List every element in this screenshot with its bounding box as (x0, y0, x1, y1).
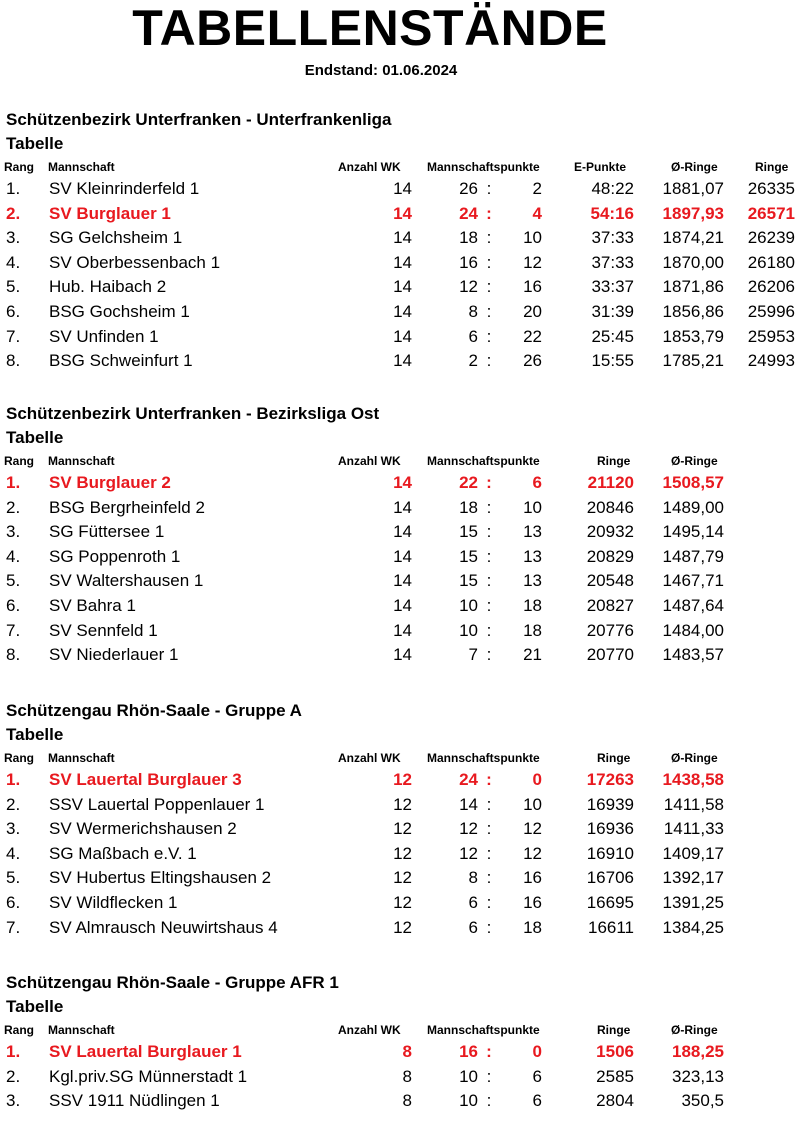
cell-anzahl-wk: 14 (393, 179, 412, 198)
cell-punkte-minus: 22 (523, 326, 542, 346)
cell-ringe: 16611 (587, 917, 634, 937)
cell-ringe: 20846 (586, 497, 634, 517)
cell-rang: 4. (6, 843, 21, 863)
header-ringe: Ringe (597, 751, 631, 765)
cell-punkte-minus: 12 (523, 843, 542, 863)
cell-e-punkte: 25:45 (591, 326, 634, 346)
cell-e-punkte: 33:37 (591, 277, 634, 297)
cell-punkte-plus: 10 (459, 595, 478, 615)
cell-avg-ringe: 1785,21 (662, 351, 724, 371)
cell-anzahl-wk: 14 (393, 522, 412, 542)
cell-anzahl-wk: 14 (393, 277, 412, 297)
cell-ringe: 25953 (747, 326, 795, 346)
cell-punkte-plus: 16 (459, 252, 478, 272)
cell-avg-ringe: 1870,00 (662, 252, 724, 272)
cell-punkte-plus: 8 (468, 301, 478, 321)
cell-punkte-minus: 0 (532, 770, 542, 789)
cell-rang: 8. (6, 645, 21, 665)
header-avg-ringe: Ø-Ringe (671, 454, 718, 468)
cell-punkte-separator: : (486, 326, 492, 346)
section-subtitle: Tabelle (6, 997, 64, 1016)
table-header (0, 751, 800, 767)
table-body (0, 1040, 800, 1114)
cell-anzahl-wk: 14 (393, 473, 412, 492)
cell-punkte-minus: 10 (523, 794, 542, 814)
cell-ringe: 20776 (586, 620, 634, 640)
table-row (0, 1065, 800, 1090)
cell-e-punkte: 31:39 (591, 301, 634, 321)
cell-anzahl-wk: 12 (393, 843, 412, 863)
cell-anzahl-wk: 12 (393, 819, 412, 839)
cell-ringe: 20829 (586, 546, 634, 566)
table-row (0, 842, 800, 867)
cell-rang: 1. (6, 1042, 21, 1061)
cell-anzahl-wk: 8 (402, 1091, 412, 1111)
cell-punkte-plus: 10 (459, 1066, 478, 1086)
cell-mannschaft: SG Poppenroth 1 (49, 546, 181, 566)
cell-punkte-separator: : (486, 277, 492, 297)
cell-punkte-minus: 10 (523, 497, 542, 517)
cell-avg-ringe: 1487,64 (662, 595, 724, 615)
cell-ringe: 21120 (587, 473, 634, 492)
cell-punkte-plus: 10 (459, 620, 478, 640)
cell-punkte-separator: : (486, 1091, 492, 1111)
header-mannschaftspunkte: Mannschaftspunkte (427, 1023, 540, 1037)
cell-rang: 2. (6, 794, 21, 814)
cell-punkte-separator: : (486, 301, 492, 321)
cell-anzahl-wk: 8 (402, 1066, 412, 1086)
table-row-highlighted (0, 1040, 800, 1065)
cell-rang: 2. (6, 1066, 21, 1086)
cell-anzahl-wk: 14 (393, 595, 412, 615)
cell-mannschaft: SV Wildflecken 1 (49, 892, 178, 912)
cell-punkte-separator: : (486, 645, 492, 665)
table-header (0, 160, 800, 176)
cell-rang: 1. (6, 473, 21, 492)
cell-mannschaft: SV Lauertal Burglauer 1 (49, 1042, 242, 1061)
cell-ringe: 16706 (586, 868, 634, 888)
cell-anzahl-wk: 14 (393, 351, 412, 371)
cell-anzahl-wk: 14 (393, 571, 412, 591)
cell-punkte-separator: : (486, 522, 492, 542)
cell-anzahl-wk: 14 (393, 645, 412, 665)
cell-e-punkte: 54:16 (590, 203, 634, 223)
cell-rang: 2. (6, 203, 21, 223)
cell-mannschaft: SSV 1911 Nüdlingen 1 (49, 1091, 220, 1111)
cell-rang: 3. (6, 819, 21, 839)
cell-e-punkte: 37:33 (591, 228, 634, 248)
section-title: Schützengau Rhön-Saale - Gruppe A (6, 701, 302, 720)
cell-rang: 1. (6, 179, 21, 198)
cell-punkte-plus: 18 (459, 228, 478, 248)
cell-punkte-plus: 26 (459, 179, 478, 198)
cell-punkte-minus: 21 (523, 645, 542, 665)
section-title: Schützenbezirk Unterfranken - Unterfrankenliga (6, 110, 392, 129)
cell-avg-ringe: 1438,58 (662, 770, 724, 789)
cell-punkte-separator: : (486, 252, 492, 272)
cell-punkte-separator: : (486, 819, 492, 839)
header-mannschaftspunkte: Mannschaftspunkte (427, 160, 540, 174)
table-row (0, 251, 800, 276)
cell-mannschaft: Hub. Haibach 2 (49, 277, 167, 297)
table-row (0, 916, 800, 941)
cell-punkte-minus: 2 (532, 179, 542, 198)
cell-punkte-minus: 18 (523, 595, 542, 615)
header-mannschaft: Mannschaft (48, 1023, 115, 1037)
cell-punkte-minus: 4 (532, 203, 542, 223)
cell-ringe: 20827 (586, 595, 634, 615)
cell-anzahl-wk: 8 (402, 1042, 412, 1061)
header-rang: Rang (4, 751, 34, 765)
table-row (0, 866, 800, 891)
cell-punkte-minus: 16 (523, 892, 542, 912)
section-subtitle: Tabelle (6, 428, 64, 447)
cell-rang: 1. (6, 770, 21, 789)
table-header (0, 1023, 800, 1039)
cell-rang: 6. (6, 301, 21, 321)
cell-avg-ringe: 1487,79 (662, 546, 724, 566)
cell-avg-ringe: 1897,93 (662, 203, 724, 223)
cell-avg-ringe: 1871,86 (662, 277, 724, 297)
table-row (0, 891, 800, 916)
cell-mannschaft: BSG Schweinfurt 1 (49, 351, 193, 371)
cell-anzahl-wk: 12 (393, 794, 412, 814)
cell-ringe: 16910 (586, 843, 634, 863)
table-row (0, 275, 800, 300)
cell-ringe: 26180 (747, 252, 795, 272)
cell-punkte-plus: 7 (468, 645, 478, 665)
cell-punkte-plus: 12 (459, 843, 478, 863)
cell-avg-ringe: 1495,14 (662, 522, 724, 542)
table-row (0, 226, 800, 251)
cell-punkte-separator: : (486, 1066, 492, 1086)
cell-avg-ringe: 1411,33 (663, 819, 724, 839)
header-mannschaft: Mannschaft (48, 454, 115, 468)
cell-ringe: 2585 (596, 1066, 634, 1086)
table-row (0, 349, 800, 374)
cell-mannschaft: SV Burglauer 1 (49, 203, 171, 223)
cell-rang: 3. (6, 1091, 21, 1111)
header-mannschaft: Mannschaft (48, 160, 115, 174)
cell-ringe: 2804 (596, 1091, 634, 1111)
cell-punkte-plus: 6 (468, 326, 478, 346)
cell-avg-ringe: 1508,57 (662, 473, 724, 492)
cell-avg-ringe: 1411,58 (663, 794, 724, 814)
cell-punkte-minus: 13 (523, 546, 542, 566)
table-row (0, 520, 800, 545)
header-rang: Rang (4, 1023, 34, 1037)
cell-mannschaft: SV Oberbessenbach 1 (49, 252, 221, 272)
cell-ringe: 26206 (747, 277, 795, 297)
table-body (0, 768, 800, 940)
cell-punkte-separator: : (486, 868, 492, 888)
cell-mannschaft: SV Niederlauer 1 (49, 645, 179, 665)
cell-ringe: 20548 (586, 571, 634, 591)
cell-avg-ringe: 1874,21 (662, 228, 724, 248)
table-row-highlighted (0, 768, 800, 793)
cell-mannschaft: Kgl.priv.SG Münnerstadt 1 (49, 1066, 248, 1086)
header-rang: Rang (4, 454, 34, 468)
table-row (0, 177, 800, 202)
cell-punkte-minus: 16 (523, 277, 542, 297)
cell-punkte-plus: 6 (468, 892, 478, 912)
cell-punkte-minus: 20 (523, 301, 542, 321)
cell-mannschaft: SV Sennfeld 1 (49, 620, 158, 640)
header-anzahl-wk: Anzahl WK (338, 751, 401, 765)
cell-rang: 6. (6, 595, 21, 615)
header-e-punkte: E-Punkte (574, 160, 627, 174)
cell-punkte-separator: : (486, 571, 492, 591)
cell-mannschaft: SV Kleinrinderfeld 1 (49, 179, 200, 198)
header-mannschaftspunkte: Mannschaftspunkte (427, 751, 540, 765)
cell-punkte-minus: 0 (532, 1042, 542, 1061)
cell-anzahl-wk: 14 (393, 228, 412, 248)
table-row (0, 496, 800, 521)
cell-mannschaft: SV Bahra 1 (49, 595, 136, 615)
table-body (0, 177, 800, 374)
cell-punkte-separator: : (486, 473, 492, 492)
cell-mannschaft: SV Unfinden 1 (49, 326, 159, 346)
cell-avg-ringe: 1853,79 (662, 326, 724, 346)
cell-mannschaft: SV Lauertal Burglauer 3 (49, 770, 242, 789)
cell-punkte-separator: : (486, 497, 492, 517)
header-rang: Rang (4, 160, 34, 174)
cell-avg-ringe: 1483,57 (662, 645, 724, 665)
cell-mannschaft: SG Gelchsheim 1 (49, 228, 183, 248)
cell-punkte-minus: 16 (523, 868, 542, 888)
cell-rang: 4. (6, 546, 21, 566)
cell-punkte-minus: 12 (523, 252, 542, 272)
cell-ringe: 24993 (747, 351, 795, 371)
cell-punkte-plus: 6 (468, 917, 478, 937)
cell-avg-ringe: 1484,00 (662, 620, 724, 640)
cell-punkte-plus: 8 (468, 868, 478, 888)
table-row-highlighted (0, 202, 800, 227)
header-ringe: Ringe (755, 160, 789, 174)
header-anzahl-wk: Anzahl WK (338, 1023, 401, 1037)
cell-mannschaft: SG Maßbach e.V. 1 (49, 843, 197, 863)
cell-punkte-plus: 10 (459, 1091, 478, 1111)
cell-punkte-minus: 13 (523, 571, 542, 591)
header-ringe: Ringe (597, 454, 631, 468)
cell-avg-ringe: 323,13 (672, 1066, 724, 1086)
cell-punkte-plus: 15 (459, 522, 478, 542)
cell-punkte-minus: 6 (532, 473, 542, 492)
table-row (0, 1089, 800, 1114)
cell-avg-ringe: 350,5 (681, 1091, 724, 1111)
header-anzahl-wk: Anzahl WK (338, 454, 401, 468)
cell-mannschaft: SV Almrausch Neuwirtshaus 4 (49, 917, 278, 937)
table-row (0, 817, 800, 842)
header-anzahl-wk: Anzahl WK (338, 160, 401, 174)
table-row (0, 594, 800, 619)
cell-mannschaft: SV Hubertus Eltingshausen 2 (49, 868, 272, 888)
cell-avg-ringe: 1856,86 (662, 301, 724, 321)
cell-punkte-separator: : (486, 843, 492, 863)
cell-rang: 5. (6, 277, 21, 297)
header-avg-ringe: Ø-Ringe (671, 751, 718, 765)
cell-punkte-minus: 6 (532, 1091, 542, 1111)
cell-punkte-plus: 12 (459, 277, 478, 297)
cell-mannschaft: SV Burglauer 2 (49, 473, 171, 492)
cell-avg-ringe: 1409,17 (662, 843, 724, 863)
table-row (0, 325, 800, 350)
cell-rang: 3. (6, 522, 21, 542)
header-mannschaftspunkte: Mannschaftspunkte (427, 454, 540, 468)
cell-punkte-separator: : (486, 351, 492, 371)
cell-anzahl-wk: 12 (393, 892, 412, 912)
cell-rang: 3. (6, 228, 21, 248)
cell-e-punkte: 37:33 (591, 252, 634, 272)
cell-punkte-separator: : (486, 917, 492, 937)
cell-punkte-minus: 6 (532, 1066, 542, 1086)
cell-mannschaft: SG Füttersee 1 (49, 522, 165, 542)
cell-anzahl-wk: 14 (393, 497, 412, 517)
cell-mannschaft: BSG Bergrheinfeld 2 (49, 497, 205, 517)
cell-punkte-separator: : (486, 203, 492, 223)
section-subtitle: Tabelle (6, 134, 64, 153)
cell-punkte-separator: : (486, 794, 492, 814)
cell-ringe: 1506 (596, 1042, 634, 1061)
cell-rang: 5. (6, 868, 21, 888)
cell-anzahl-wk: 14 (393, 203, 412, 223)
section-title: Schützengau Rhön-Saale - Gruppe AFR 1 (6, 973, 339, 992)
cell-ringe: 16936 (586, 819, 634, 839)
cell-punkte-separator: : (486, 892, 492, 912)
cell-avg-ringe: 1384,25 (662, 917, 724, 937)
cell-punkte-plus: 15 (459, 571, 478, 591)
cell-punkte-minus: 13 (523, 522, 542, 542)
cell-rang: 5. (6, 571, 21, 591)
cell-mannschaft: SV Wermerichshausen 2 (49, 819, 237, 839)
table-row (0, 300, 800, 325)
cell-punkte-plus: 16 (459, 1042, 478, 1061)
cell-avg-ringe: 1467,71 (662, 571, 724, 591)
section-subtitle: Tabelle (6, 725, 64, 744)
cell-punkte-minus: 26 (523, 351, 542, 371)
cell-avg-ringe: 1489,00 (662, 497, 724, 517)
cell-punkte-separator: : (486, 228, 492, 248)
cell-ringe: 25996 (747, 301, 795, 321)
cell-rang: 7. (6, 620, 21, 640)
header-ringe: Ringe (597, 1023, 631, 1037)
cell-mannschaft: SSV Lauertal Poppenlauer 1 (49, 794, 265, 814)
cell-anzahl-wk: 12 (393, 770, 412, 789)
cell-ringe: 26239 (747, 228, 795, 248)
cell-punkte-minus: 12 (523, 819, 542, 839)
table-row (0, 619, 800, 644)
cell-avg-ringe: 1881,07 (662, 179, 724, 198)
cell-punkte-separator: : (486, 1042, 492, 1061)
cell-rang: 2. (6, 497, 21, 517)
cell-ringe: 17263 (586, 770, 634, 789)
cell-punkte-separator: : (486, 546, 492, 566)
cell-anzahl-wk: 12 (393, 917, 412, 937)
cell-anzahl-wk: 14 (393, 620, 412, 640)
cell-punkte-minus: 18 (523, 917, 542, 937)
cell-mannschaft: BSG Gochsheim 1 (49, 301, 190, 321)
cell-punkte-separator: : (486, 620, 492, 640)
cell-anzahl-wk: 14 (393, 301, 412, 321)
cell-punkte-plus: 12 (459, 819, 478, 839)
cell-punkte-separator: : (486, 770, 492, 789)
cell-e-punkte: 15:55 (591, 351, 634, 371)
cell-punkte-plus: 2 (468, 351, 478, 371)
table-row-highlighted (0, 471, 800, 496)
section-title: Schützenbezirk Unterfranken - Bezirksliga Ost (6, 404, 380, 423)
cell-avg-ringe: 1391,25 (662, 892, 724, 912)
cell-punkte-plus: 15 (459, 546, 478, 566)
table-row (0, 643, 800, 668)
header-mannschaft: Mannschaft (48, 751, 115, 765)
cell-ringe: 20932 (586, 522, 634, 542)
cell-mannschaft: SV Waltershausen 1 (49, 571, 204, 591)
cell-rang: 4. (6, 252, 21, 272)
cell-anzahl-wk: 14 (393, 252, 412, 272)
cell-anzahl-wk: 12 (393, 868, 412, 888)
header-avg-ringe: Ø-Ringe (671, 1023, 718, 1037)
cell-ringe: 26571 (747, 203, 795, 223)
cell-punkte-separator: : (486, 179, 492, 198)
cell-punkte-minus: 18 (523, 620, 542, 640)
page-subtitle: Endstand: 01.06.2024 (304, 62, 458, 79)
cell-anzahl-wk: 14 (393, 326, 412, 346)
cell-punkte-plus: 18 (459, 497, 478, 517)
cell-rang: 7. (6, 326, 21, 346)
cell-ringe: 20770 (586, 645, 634, 665)
table-row (0, 569, 800, 594)
page-title: TABELLENSTÄNDE (132, 0, 608, 56)
cell-ringe: 26335 (747, 179, 795, 198)
cell-avg-ringe: 1392,17 (662, 868, 724, 888)
cell-anzahl-wk: 14 (393, 546, 412, 566)
cell-punkte-plus: 14 (459, 794, 478, 814)
table-row (0, 545, 800, 570)
cell-punkte-plus: 22 (459, 473, 478, 492)
table-body (0, 471, 800, 668)
cell-ringe: 16939 (586, 794, 634, 814)
table-header (0, 454, 800, 470)
cell-e-punkte: 48:22 (591, 179, 634, 198)
table-row (0, 793, 800, 818)
header-avg-ringe: Ø-Ringe (671, 160, 718, 174)
cell-punkte-plus: 24 (459, 770, 478, 789)
cell-punkte-minus: 10 (523, 228, 542, 248)
cell-punkte-separator: : (486, 595, 492, 615)
cell-rang: 6. (6, 892, 21, 912)
cell-ringe: 16695 (586, 892, 634, 912)
cell-avg-ringe: 188,25 (672, 1042, 724, 1061)
cell-punkte-plus: 24 (459, 203, 478, 223)
cell-rang: 7. (6, 917, 21, 937)
cell-rang: 8. (6, 351, 21, 371)
